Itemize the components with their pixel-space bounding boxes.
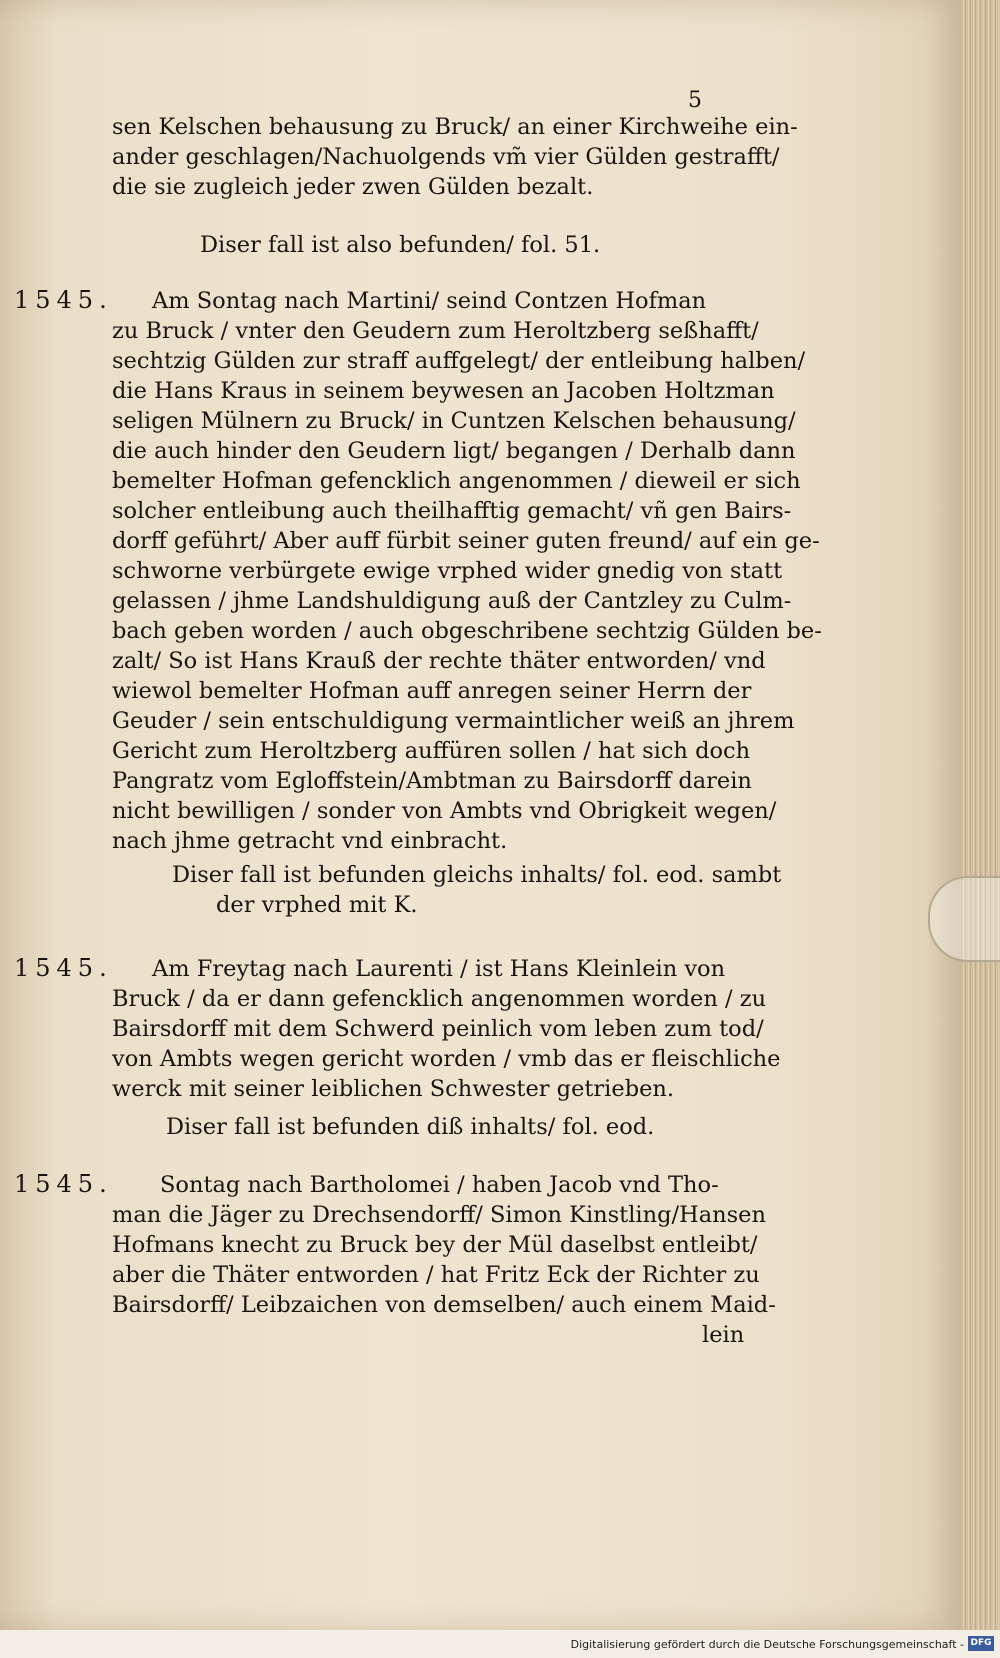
text-line: von Ambts wegen gericht worden / vmb das er fleischliche <box>112 1046 781 1072</box>
text-line: Bairsdorff/ Leibzaichen von demselben/ auch einem Maid- <box>112 1292 776 1318</box>
text-line: bach geben worden / auch obgeschribene sechtzig Gülden be- <box>112 618 822 644</box>
text-line: sechtzig Gülden zur straff auffgelegt/ der entleibung halben/ <box>112 348 806 374</box>
entry-year: 1545. <box>14 1170 113 1198</box>
text-line: die Hans Kraus in seinem beywesen an Jacoben Holtzman <box>112 378 775 404</box>
text-line: dorff geführt/ Aber auff fürbit seiner guten freund/ auf ein ge- <box>112 528 820 554</box>
text-line: zalt/ So ist Hans Krauß der rechte thäter entworden/ vnd <box>112 648 766 674</box>
text-line: Hofmans knecht zu Bruck bey der Mül daselbst entleibt/ <box>112 1232 758 1258</box>
text-line: lein <box>702 1322 745 1348</box>
text-line: Gericht zum Heroltzberg auffüren sollen / hat sich doch <box>112 738 751 764</box>
entry-year: 1545. <box>14 954 113 982</box>
text-line: Am Freytag nach Laurenti / ist Hans Kleinlein von <box>152 956 726 982</box>
text-line: ander geschlagen/Nachuolgends vm̃ vier Gülden gestrafft/ <box>112 144 780 170</box>
source-reference: Diser fall ist befunden gleichs inhalts/ fol. eod. sambt <box>172 862 782 888</box>
text-line: nach jhme getracht vnd einbracht. <box>112 828 508 854</box>
source-reference: Diser fall ist also befunden/ fol. 51. <box>200 232 601 258</box>
text-line: Sontag nach Bartholomei / haben Jacob vnd Tho- <box>160 1172 719 1198</box>
page-edges <box>962 0 1000 1630</box>
text-line: werck mit seiner leiblichen Schwester getrieben. <box>112 1076 675 1102</box>
text-line: Am Sontag nach Martini/ seind Contzen Hofman <box>152 288 707 314</box>
text-line: gelassen / jhme Landshuldigung auß der Cantzley zu Culm- <box>112 588 792 614</box>
text-line: nicht bewilligen / sonder von Ambts vnd Obrigkeit wegen/ <box>112 798 777 824</box>
bookmark-tab <box>928 876 1000 962</box>
text-line: die sie zugleich jeder zwen Gülden bezalt. <box>112 174 594 200</box>
text-line: sen Kelschen behausung zu Bruck/ an einer Kirchweihe ein- <box>112 114 798 140</box>
text-line: aber die Thäter entworden / hat Fritz Eck der Richter zu <box>112 1262 760 1288</box>
funding-credit: Digitalisierung gefördert durch die Deutsche Forschungsgemeinschaft - <box>570 1638 964 1651</box>
dfg-logo: DFG <box>968 1636 994 1651</box>
intro-paragraph <box>112 112 798 202</box>
entry-paragraph <box>112 954 781 1104</box>
text-line: schworne verbürgete ewige vrphed wider gnedig von statt <box>112 558 783 584</box>
source-reference: Diser fall ist befunden diß inhalts/ fol. eod. <box>166 1114 655 1140</box>
text-line: wiewol bemelter Hofman auff anregen seiner Herrn der <box>112 678 752 704</box>
text-line: Bruck / da er dann gefencklich angenommen worden / zu <box>112 986 767 1012</box>
source-reference: der vrphed mit K. <box>216 892 418 918</box>
text-line: Geuder / sein entschuldigung vermaintlicher weiß an jhrem <box>112 708 795 734</box>
text-line: bemelter Hofman gefencklich angenommen / dieweil er sich <box>112 468 801 494</box>
entry-year: 1545. <box>14 286 113 314</box>
page-number: 5 <box>688 88 702 113</box>
text-line: Pangratz vom Egloffstein/Ambtman zu Bairsdorff darein <box>112 768 752 794</box>
entry-paragraph <box>112 1170 776 1350</box>
text-line: seligen Mülnern zu Bruck/ in Cuntzen Kelschen behausung/ <box>112 408 796 434</box>
text-line: man die Jäger zu Drechsendorff/ Simon Kinstling/Hansen <box>112 1202 766 1228</box>
text-line: die auch hinder den Geudern ligt/ begangen / Derhalb dann <box>112 438 796 464</box>
text-line: solcher entleibung auch theilhafftig gemacht/ vñ gen Bairs- <box>112 498 792 524</box>
entry-paragraph <box>112 286 822 856</box>
text-line: Bairsdorff mit dem Schwerd peinlich vom leben zum tod/ <box>112 1016 764 1042</box>
text-line: zu Bruck / vnter den Geudern zum Heroltzberg seßhafft/ <box>112 318 759 344</box>
